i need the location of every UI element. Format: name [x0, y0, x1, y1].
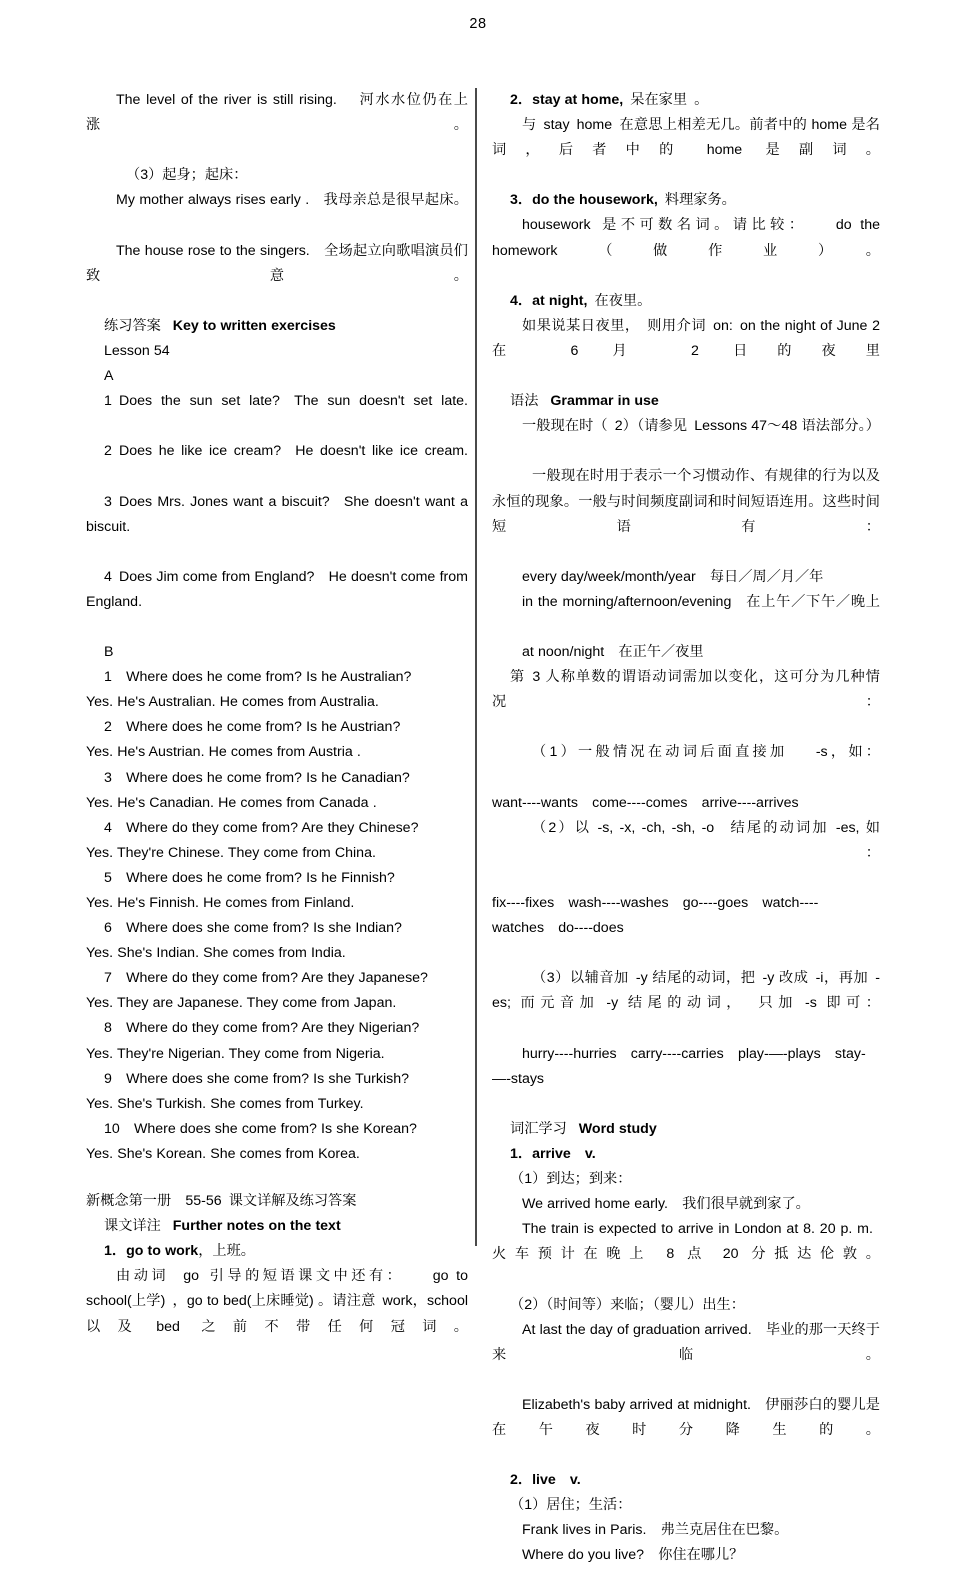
word-2-sense-1: （1）居住；生活： [510, 1497, 632, 1514]
section-a-item: 4 Does Jim come from England? He doesn't come from England. [86, 568, 468, 610]
word-1-example: The train is expected to arrive in London at 8. 20 p. m. 火车预计在晚上 8 点 20 分抵达伦敦。 [492, 1221, 880, 1263]
section-b-answer: Yes. She's Indian. She comes from India. [86, 945, 346, 962]
heading-notes-cn: 课文详注 [104, 1218, 161, 1235]
paragraph-mother-rises: My mother always rises early . 我母亲总是很早起床。 [116, 192, 468, 209]
section-b-answer: Yes. She's Turkish. She comes from Turkey. [86, 1095, 364, 1112]
rule-2 [492, 816, 880, 891]
note-3-gloss: 料理家务。 [657, 192, 736, 209]
section-b-answer: Yes. They're Nigerian. They come from Nigeria. [86, 1045, 385, 1062]
section-b-question: 1 Where does he come from? Is he Australian? [104, 669, 412, 686]
heading-word-study-cn: 词汇学习 [510, 1120, 567, 1137]
section-a-item: 1 Does the sun set late? The sun doesn't set late. [104, 393, 468, 410]
time-phrase-item: in the morning/afternoon/evening 在上午／下午／晚上 [522, 593, 880, 610]
section-b-question: 4 Where do they come from? Are they Chinese? [104, 819, 419, 836]
word-2-heading [492, 1468, 880, 1493]
section-b-answer: Yes. He's Australian. He comes from Australia. [86, 694, 379, 711]
note-3-body: housework 是不可数名词。请比较： do the homework（做作业）。 [492, 217, 880, 259]
note-2-term: 2．stay at home, [510, 92, 624, 108]
note-4-body: 如果说某日夜里， 则用介词 on: on the night of June 2 在 6 月 2 日的夜里 [492, 317, 880, 359]
note-4-term: 4．at night, [510, 292, 588, 309]
paragraph-house-rose: The house rose to the singers. 全场起立向歌唱演员们致意。 [86, 242, 468, 284]
page-columns [0, 88, 956, 1564]
heading-grammar-cn: 语法 [510, 393, 539, 410]
grammar-paragraph-1: 一般现在时用于表示一个习惯动作、有规律的行为以及永恒的现象。一般与时间频度副词和时间短语连用。这些时间短语有： [492, 468, 880, 535]
paragraph-sense-3: （3）起身；起床： [126, 167, 248, 184]
section-b-question: 8 Where do they come from? Are they Nigerian? [104, 1020, 420, 1037]
note-4-heading [492, 289, 880, 314]
section-a-item: 2 Does he like ice cream? He doesn't like ice cream. [104, 443, 468, 460]
section-b-question: 7 Where do they come from? Are they Japanese? [104, 970, 428, 987]
word-2-example: Where do you live? 你住在哪儿？ [522, 1547, 744, 1564]
time-phrase-item: at noon/night 在正午／夜里 [522, 644, 704, 661]
rule-3-examples: hurry----hurries carry----carries play-—-plays stay-—-stays [492, 1045, 866, 1087]
section-b-answer: Yes. He's Canadian. He comes from Canada . [86, 794, 377, 811]
paragraph-river-level: The level of the river is still rising. 河水水位仍在上涨。 [86, 92, 468, 134]
grammar-paragraph-2: 第 3 人称单数的谓语动词需加以变化，这可分为几种情况： [492, 669, 880, 711]
section-a-item: 3 Does Mrs. Jones want a biscuit? She doesn't want a biscuit. [86, 493, 468, 535]
section-a-label: A [104, 368, 114, 385]
left-column [86, 88, 468, 1365]
section-b-answer: Yes. They are Japanese. They come from Japan. [86, 995, 397, 1012]
rule-1: （1）一般情况在动词后面直接加 -s，如： [532, 744, 880, 761]
word-1-example: At last the day of graduation arrived. 毕业的那一天终于来临。 [492, 1321, 880, 1363]
note-3-heading [492, 188, 880, 213]
heading-key-cn: 练习答案 [104, 317, 161, 334]
section-b-answer: Yes. They're Chinese. They come from China. [86, 844, 376, 861]
note-2-gloss: 呆在家里 。 [623, 92, 709, 108]
heading-word-study-en: Word study [578, 1120, 657, 1137]
page-number: 28 [469, 16, 487, 32]
rule-2-colon: ： [642, 844, 880, 861]
rule-2-examples: fix----fixes wash----washes go----goes watch----watches do----does [492, 895, 819, 937]
right-column [492, 88, 880, 1569]
rule-1-examples: want----wants come----comes arrive----arrives [492, 794, 799, 811]
rule-2-text: （2）以 -s, -x, -ch, -sh, -o 结尾的动词加 -es, 如 [532, 819, 880, 836]
heading-key-to-exercises [86, 314, 468, 339]
heading-grammar-en: Grammar in use [550, 393, 659, 410]
section-b-question: 2 Where does he come from? Is he Austrian? [104, 719, 401, 736]
section-b-question: 5 Where does he come from? Is he Finnish? [104, 869, 395, 886]
word-2-term: 2．live v. [510, 1472, 581, 1489]
heading-grammar-in-use [492, 389, 880, 414]
word-1-example: We arrived home early. 我们很早就到家了。 [522, 1196, 810, 1213]
note-2-heading [492, 88, 880, 113]
note-1-heading [86, 1239, 468, 1264]
word-1-sense-1: （1）到达；到来： [510, 1171, 632, 1188]
word-1-term: 1．arrive v. [510, 1145, 596, 1162]
section-b-answer: Yes. He's Austrian. He comes from Austria . [86, 744, 361, 761]
lesson-title-55-56: 新概念第一册 55-56 课文详解及练习答案 [86, 1193, 357, 1210]
heading-word-study [492, 1117, 880, 1142]
grammar-intro: 一般现在时（ 2）（请参见 Lessons 47～48 语法部分。） [522, 418, 880, 435]
heading-notes-en: Further notes on the text [172, 1218, 341, 1235]
section-b-question: 9 Where does she come from? Is she Turkish? [104, 1070, 409, 1087]
section-b-answer: Yes. He's Finnish. He comes from Finland. [86, 895, 355, 911]
section-b-label: B [104, 644, 114, 661]
word-1-example: Elizabeth's baby arrived at midnight. 伊丽莎白的婴儿是在午夜时分降生的。 [492, 1396, 880, 1438]
word-2-example: Frank lives in Paris. 弗兰克居住在巴黎。 [522, 1522, 789, 1539]
note-2-body: 与 stay home 在意思上相差无几。前者中的 home 是名词，后者中的 home 是副词。 [492, 117, 880, 159]
section-b-question: 6 Where does she come from? Is she Indian? [104, 920, 402, 937]
section-b-answer: Yes. She's Korean. She comes from Korea. [86, 1145, 360, 1162]
note-1-gloss: ，上班。 [198, 1243, 255, 1260]
heading-key-en: Key to written exercises [172, 317, 336, 334]
section-b-question: 3 Where does he come from? Is he Canadian? [104, 769, 410, 786]
word-1-heading [492, 1142, 880, 1167]
note-1-term: 1．go to work [104, 1243, 199, 1260]
note-1-body: 由动词 go 引导的短语课文中还有： go to school(上学) ，go to bed(上床睡觉) 。请注意 work，school 以及 bed 之前不带任何冠词。 [86, 1268, 468, 1335]
section-b-question: 10 Where does she come from? Is she Korean? [104, 1120, 417, 1137]
note-4-gloss: 在夜里。 [587, 292, 652, 309]
rule-3: （3）以辅音加 -y 结尾的动词，把 -y 改成 -i，再加 -es; 而元音加 -y 结尾的动词， 只加 -s 即可： [492, 970, 880, 1012]
note-3-term: 3．do the housework, [510, 192, 658, 209]
word-1-sense-2: （2）（时间等）来临；（婴儿）出生： [510, 1296, 745, 1313]
time-phrase-item: every day/week/month/year 每日／周／月／年 [522, 568, 824, 585]
lesson-label: Lesson 54 [104, 342, 170, 359]
heading-further-notes [86, 1214, 468, 1239]
